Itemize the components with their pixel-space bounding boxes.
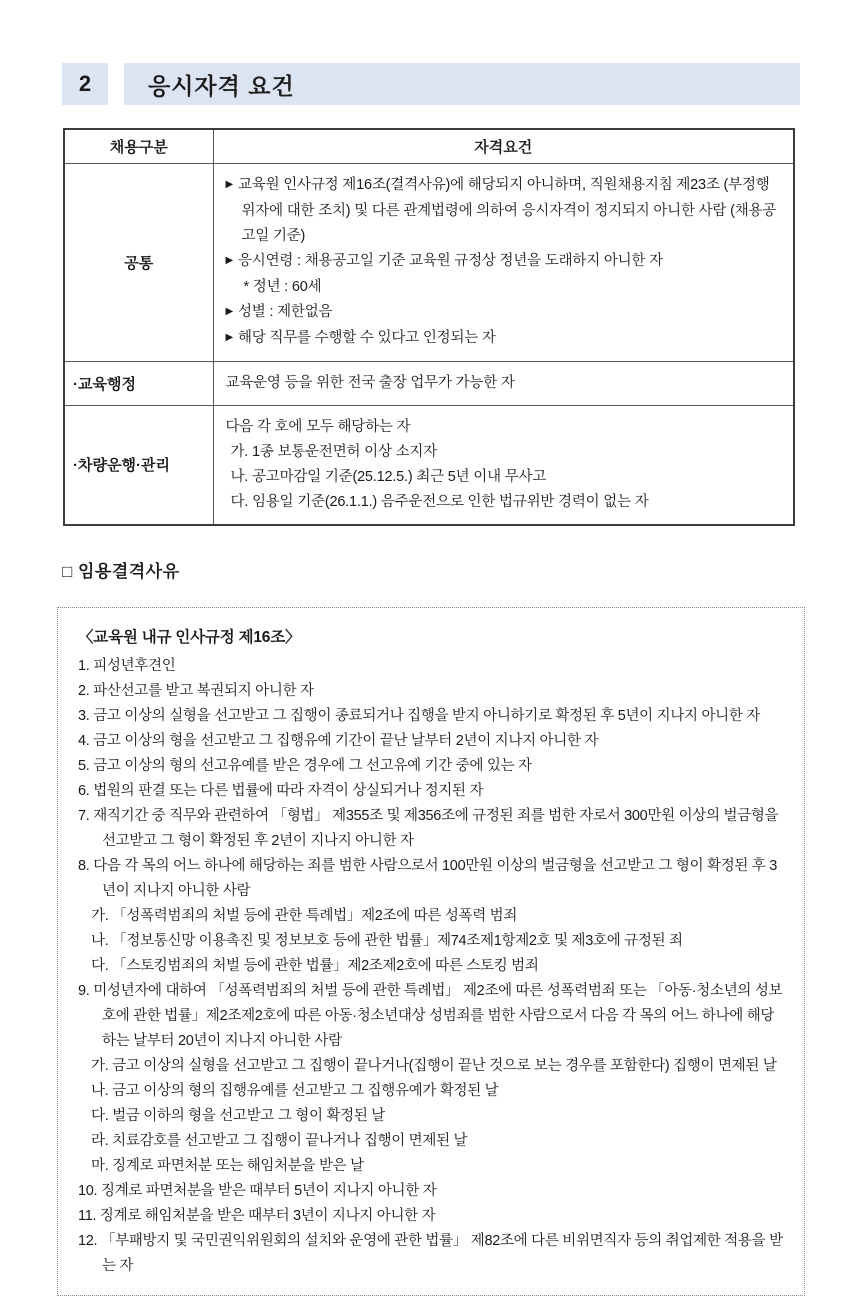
- content-line: ▶ 교육원 인사규정 제16조(결격사유)에 해당되지 아니하며, 직원채용지침 제23조 (부정행위자에 대한 조치) 및 다른 관계법령에 의하여 응시자격이 정지되지 아니한 사람 (채용공고일 기준): [225, 176, 777, 244]
- content-line: 교육운영 등을 위한 전국 출장 업무가 가능한 자: [225, 374, 515, 391]
- bullet-arrow-icon: ▶: [225, 254, 233, 266]
- row-content: [213, 361, 794, 405]
- document-page: [0, 63, 860, 1278]
- personnel-rules-box: [57, 607, 805, 1296]
- rule-item: 가. 금고 이상의 실형을 선고받고 그 집행이 끝나거나(집행이 끝난 것으로 보는 경우를 포함한다) 집행이 면제된 날: [91, 1057, 777, 1074]
- rule-item: 나. 「정보통신망 이용촉진 및 정보보호 등에 관한 법률」제74조제1항제2호 및 제3호에 규정된 죄: [91, 932, 683, 949]
- disqualification-section-title: □ 임용결격사유: [62, 561, 180, 581]
- rule-item: 나. 금고 이상의 형의 집행유예를 선고받고 그 집행유예가 확정된 날: [91, 1082, 499, 1099]
- rule-item: 4. 금고 이상의 형을 선고받고 그 집행유예 기간이 끝난 날부터 2년이 지나지 아니한 자: [78, 732, 599, 749]
- column-header-category: 채용구분: [64, 129, 213, 163]
- rule-item: 11. 징계로 해임처분을 받은 때부터 3년이 지나지 아니한 자: [78, 1207, 436, 1224]
- qualification-table: [63, 128, 795, 526]
- bullet-arrow-icon: ▶: [225, 178, 233, 190]
- rule-item: 10. 징계로 파면처분을 받은 때부터 5년이 지나지 아니한 자: [78, 1182, 437, 1199]
- rule-item: 라. 치료감호를 선고받고 그 집행이 끝나거나 집행이 면제된 날: [91, 1132, 468, 1149]
- rule-item: 2. 파산선고를 받고 복권되지 아니한 자: [78, 682, 314, 699]
- table-row: [64, 163, 794, 361]
- rule-item: 12. 「부패방지 및 국민권익위원회의 설치와 운영에 관한 법률」 제82조에 다른 비위면직자 등의 취업제한 적용을 받는 자: [78, 1232, 783, 1274]
- table-header-row: [64, 129, 794, 163]
- content-line: ▶ 성별 : 제한없음: [225, 303, 333, 320]
- rule-item: 1. 피성년후견인: [78, 657, 176, 674]
- content-line: 다음 각 호에 모두 해당하는 자: [225, 418, 411, 435]
- table-row: [64, 405, 794, 525]
- content-line: 가. 1종 보통운전면허 이상 소지자: [230, 443, 437, 460]
- row-label: ·차량운행·관리: [64, 405, 213, 525]
- rule-item: 9. 미성년자에 대하여 「성폭력범죄의 처벌 등에 관한 특례법」 제2조에 따른 성폭력범죄 또는 「아동·청소년의 성보호에 관한 법률」제2조제2호에 따른 아동·청소년대상 성범죄를 범한 사람으로서 다음 각 목의 어느 하나에 해당하는 날부터 20년이 지나지 아니한 사람: [78, 982, 783, 1049]
- rules-box-title: 〈교육원 내규 인사규정 제16조〉: [78, 628, 301, 646]
- content-line: * 정년 : 60세: [243, 278, 322, 295]
- content-line: ▶ 응시연령 : 채용공고일 기준 교육원 규정상 정년을 도래하지 아니한 자: [225, 252, 663, 269]
- content-line: 나. 공고마감일 기준(25.12.5.) 최근 5년 이내 무사고: [230, 468, 547, 485]
- band-gap: [108, 63, 124, 105]
- row-label: ·교육행정: [64, 361, 213, 405]
- content-line: 다. 임용일 기준(26.1.1.) 음주운전으로 인한 법규위반 경력이 없는 자: [230, 493, 649, 510]
- rule-item: 다. 벌금 이하의 형을 선고받고 그 형이 확정된 날: [91, 1107, 385, 1124]
- row-content: [213, 405, 794, 525]
- rule-item: 6. 법원의 판결 또는 다른 법률에 따라 자격이 상실되거나 정지된 자: [78, 782, 484, 799]
- page-title: 응시자격 요건: [124, 63, 800, 105]
- rule-item: 5. 금고 이상의 형의 선고유예를 받은 경우에 그 선고유예 기간 중에 있는 자: [78, 757, 532, 774]
- column-header-requirements: 자격요건: [213, 129, 794, 163]
- bullet-arrow-icon: ▶: [225, 331, 233, 343]
- row-label: 공통: [64, 163, 213, 361]
- rule-item: 가. 「성폭력범죄의 처벌 등에 관한 특례법」제2조에 따른 성폭력 범죄: [91, 907, 518, 924]
- table-row: [64, 361, 794, 405]
- rule-item: 3. 금고 이상의 실형을 선고받고 그 집행이 종료되거나 집행을 받지 아니하기로 확정된 후 5년이 지나지 아니한 자: [78, 707, 761, 724]
- row-content: [213, 163, 794, 361]
- section-header-band: [62, 63, 860, 105]
- rule-item: 8. 다음 각 목의 어느 하나에 해당하는 죄를 범한 사람으로서 100만원 이상의 벌금형을 선고받고 그 형이 확정된 후 3년이 지나지 아니한 사람: [78, 857, 778, 899]
- rule-item: 마. 징계로 파면처분 또는 해임처분을 받은 날: [91, 1157, 364, 1174]
- bullet-arrow-icon: ▶: [225, 305, 233, 317]
- content-line: ▶ 해당 직무를 수행할 수 있다고 인정되는 자: [225, 329, 496, 346]
- rule-item: 다. 「스토킹범죄의 처벌 등에 관한 법률」제2조제2호에 따른 스토킹 범죄: [91, 957, 539, 974]
- rule-item: 7. 재직기간 중 직무와 관련하여 「형법」 제355조 및 제356조에 규정된 죄를 범한 자로서 300만원 이상의 벌금형을 선고받고 그 형이 확정된 후 2년이 지나지 아니한 자: [78, 807, 779, 849]
- section-number-badge: 2: [62, 63, 108, 105]
- rules-list: [78, 654, 784, 1279]
